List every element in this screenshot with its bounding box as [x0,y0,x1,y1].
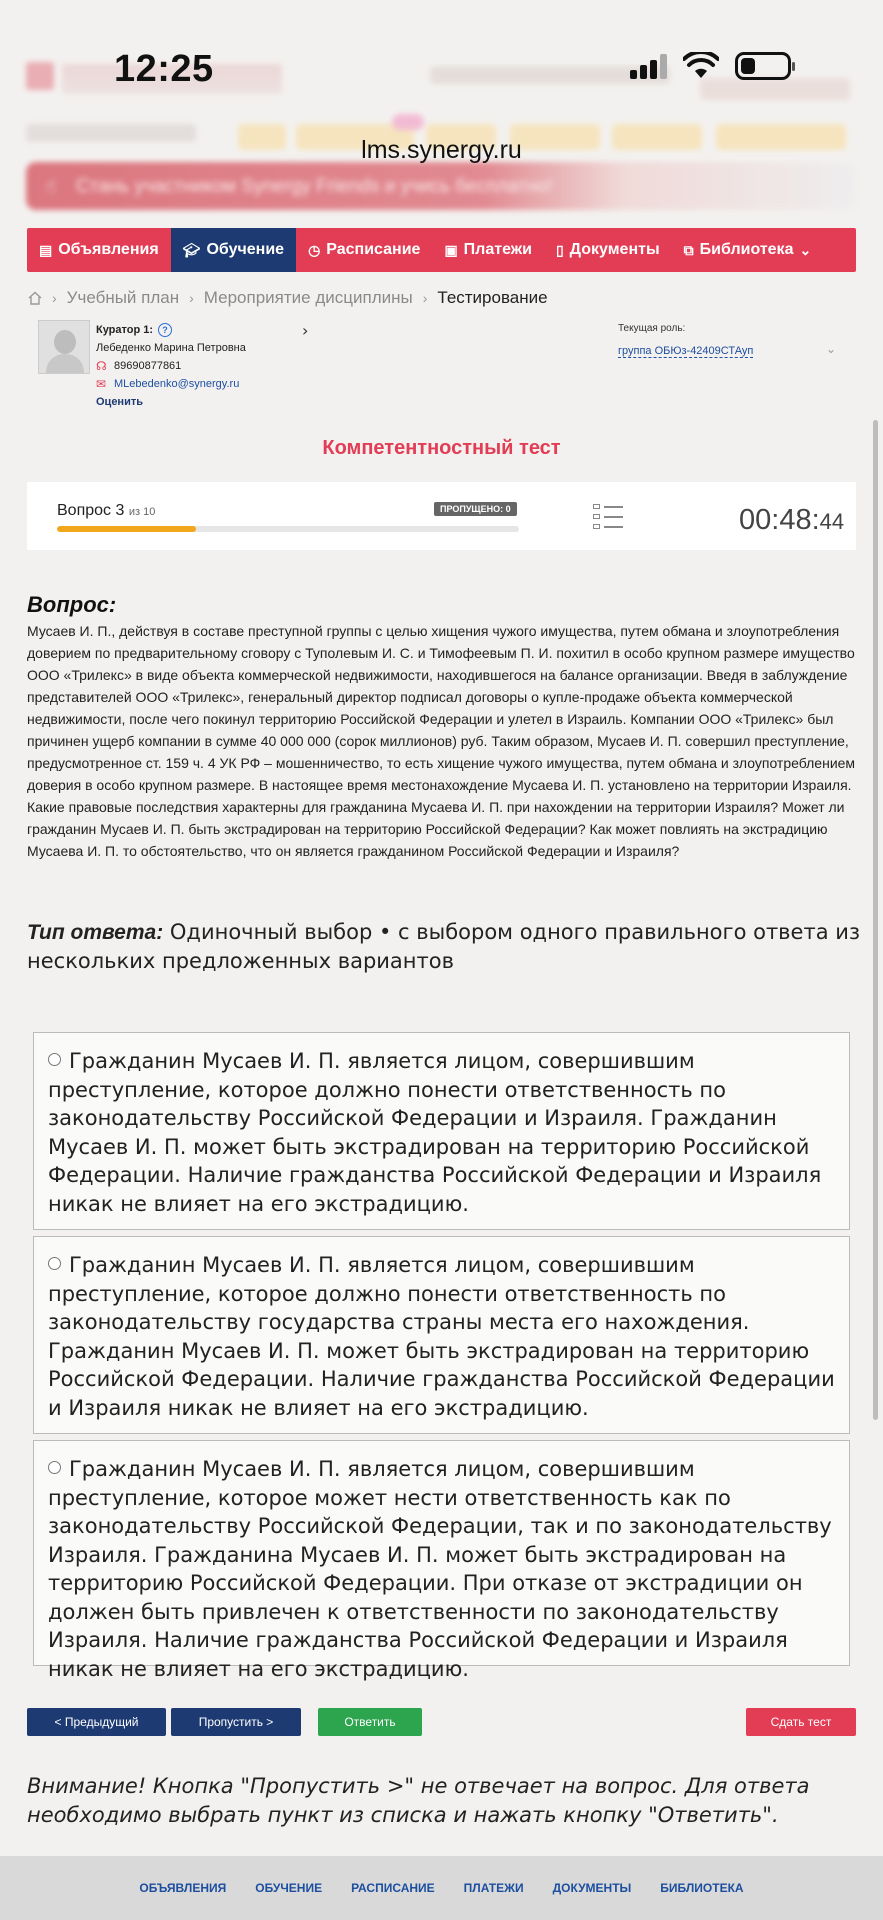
skip-warning: Внимание! Кнопка "Пропустить >" не отвечает на вопрос. Для ответа необходимо выбрать пункт из списка и нажать кнопку "Ответить". [27,1774,810,1827]
nav-item-label: Библиотека [699,241,794,258]
nav-item-library[interactable] [672,228,824,272]
answer-option-text: Гражданин Мусаев И. П. является лицом, совершившим преступление, которое должно понести ответственность по законодательству Российской Федерации и Израиля. Гражданин Мусаев И. П. может быть экстрадирован на территорию Российской Федерации. Наличие гражданства Российской Федерации и Израиля никак не влияет на его экстрадицию. [48,1049,822,1216]
site-logo [26,62,54,90]
role-label: Текущая роль: [618,323,686,334]
curator-email[interactable]: MLebedenko@synergy.ru [114,378,240,390]
wifi-icon [683,52,719,80]
curator-info [96,321,246,411]
previous-button[interactable]: < Предыдущий [27,1708,166,1736]
nav-item-label: Объявления [58,241,159,258]
answer-option[interactable] [33,1236,850,1434]
answer-type-value: Одиночный выбор • с выбором одного правильного ответа из нескольких предложенных вариантов [27,920,861,973]
hand-icon: ☝ [44,174,57,198]
question-text: Мусаев И. П., действуя в составе преступной группы с целью хищения чужого имущества, путем обмана и злоупотребления доверием по предварительному сговору с Туполевым И. С. и Тимофеевым П. И. похитил в особо крупном размере имущество ООО «Трилекс» в виде объекта коммерческой недвижимости, находившегося на балансе организации. Введя в заблуждение представителей ООО «Трилекс», генеральный директор подписал договоры о купле-продаже объекта коммерческой недвижимости, после чего покинул территорию Российской Федерации и улетел в Израиль. Компании ООО «Трилекс» был причинен ущерб компании в сумме 40 000 000 (сорок миллионов) руб. Таким образом, Мусаев И. П. совершил преступление, предусмотренное ст. 159 ч. 4 УК РФ – мошенничество, то есть хищение чужого имущества, путем обмана и злоупотреблением доверия в особо крупном размере. В настоящее время местонахождение Мусаева И. П. установлено на территории Израиля. Какие правовые последствия характерны для гражданина Мусаева И. П. при нахождении на территории Израиля? Может ли гражданин Мусаев И. П. быть экстрадирован на территорию Российской Федерации? Как может повлиять на экстрадицию Мусаева И. П. то обстоятельство, что он является гражданином Российской Федерации и Израиля? [27,623,856,859]
nav-item-documents[interactable] [544,228,672,272]
question-number: Вопрос 3 [57,502,125,519]
status-icons [630,52,791,80]
answer-option-text: Гражданин Мусаев И. П. является лицом, совершившим преступление, которое должно понести ответственность по законодательству государства страны места его нахождения. Гражданин Мусаев И. П. может быть экстрадирован на территорию Российской Федерации. Наличие гражданства Российской Федерации и Израиля никак не влияет на его экстрадицию. [48,1253,835,1420]
skipped-badge: ПРОПУЩЕНО: 0 [434,502,517,516]
promo-banner-text: Стань участником Synergy Friends и учись бесплатно! [76,176,553,197]
curator-name: Лебеденко Марина Петровна [96,342,246,354]
mail-icon: ✉ [96,377,107,391]
test-title: Компетентностный тест [322,437,561,459]
radio-button[interactable] [48,1257,61,1270]
skip-button[interactable]: Пропустить > [171,1708,301,1736]
breadcrumb-current: Тестирование [437,288,548,307]
footer-nav [0,1856,883,1920]
breadcrumb [28,288,548,308]
main-nav [27,228,856,272]
help-icon[interactable]: ? [158,323,172,337]
test-progress-card [27,482,856,550]
breadcrumb-item[interactable]: Мероприятие дисциплины [203,288,413,307]
answer-type-label: Тип ответа: [27,921,164,944]
nav-item-label: Обучение [206,241,285,258]
question-list-icon[interactable] [593,504,623,530]
radio-button[interactable] [48,1053,61,1066]
progress-fill [57,526,196,532]
nav-item-schedule[interactable] [296,228,432,272]
breadcrumb-item[interactable]: Учебный план [66,288,180,307]
chevron-right-icon[interactable]: › [302,321,309,340]
curator-phone[interactable]: 89690877861 [114,360,182,372]
clock-icon: ◷ [308,241,321,258]
announcement-icon: ▤ [39,241,53,258]
graduation-cap-icon: 🎓︎ [182,241,201,258]
answer-option[interactable] [33,1440,850,1681]
book-icon: ⧉ [683,241,694,258]
curator-avatar [38,320,90,374]
answer-option-text: Гражданин Мусаев И. П. является лицом, совершившим преступление, которое может нести ответственность как по законодательству Российской Федерации, так и по законодательству Израиля. Гражданина Мусаев И. П. может быть экстрадирован на территорию Российской Федерации. При отказе от экстрадиции он должен быть привлечен к ответственности по законодательству Израиля. Наличие гражданства Российской Федерации и Израиля никак не влияет на его экстрадицию. [48,1457,832,1681]
blurred-site-header [0,0,883,220]
document-icon: ▯ [555,241,564,258]
nav-item-label: Расписание [326,241,421,258]
status-time: 12:25 [114,48,214,90]
battery-icon [735,52,791,80]
curator-title: Куратор 1: [96,324,154,336]
nav-item-label: Документы [569,241,660,258]
breadcrumb-separator: › [422,290,428,306]
answer-button[interactable]: Ответить [318,1708,422,1736]
answer-option[interactable] [33,1032,850,1230]
nav-item-payments[interactable] [432,228,544,272]
question-total: из 10 [128,506,156,518]
footer-link-library[interactable]: БИБЛИОТЕКА [660,1881,744,1895]
address-bar-url[interactable]: lms.synergy.ru [361,136,522,164]
payment-icon: ▣ [444,241,458,258]
breadcrumb-separator: › [52,290,57,306]
footer-link-schedule[interactable]: РАСПИСАНИЕ [351,1881,435,1895]
role-select[interactable]: группа ОБЮз-42409СТАуп [618,345,754,357]
finish-test-button[interactable]: Сдать тест [746,1708,856,1736]
test-timer: 00:48:44 [739,504,845,536]
footer-link-education[interactable]: ОБУЧЕНИЕ [255,1881,323,1895]
nav-item-announcements[interactable] [27,228,171,272]
chevron-down-icon[interactable]: ⌄ [826,342,837,356]
nav-item-label: Платежи [463,241,532,258]
scrollbar[interactable] [873,420,878,1420]
radio-button[interactable] [48,1461,61,1474]
chevron-down-icon: ⌄ [799,241,812,258]
home-icon[interactable] [28,291,42,305]
cellular-signal-icon [630,53,667,79]
footer-link-documents[interactable]: ДОКУМЕНТЫ [552,1881,632,1895]
answer-type [27,918,863,975]
question-heading: Вопрос: [27,592,117,617]
breadcrumb-separator: › [189,290,194,306]
footer-link-payments[interactable]: ПЛАТЕЖИ [463,1881,524,1895]
footer-link-announcements[interactable]: ОБЪЯВЛЕНИЯ [139,1881,227,1895]
rate-curator-link[interactable]: Оценить [96,396,143,408]
headset-icon: ☊ [96,359,107,373]
nav-item-education[interactable] [171,228,296,272]
progress-bar [57,526,519,532]
